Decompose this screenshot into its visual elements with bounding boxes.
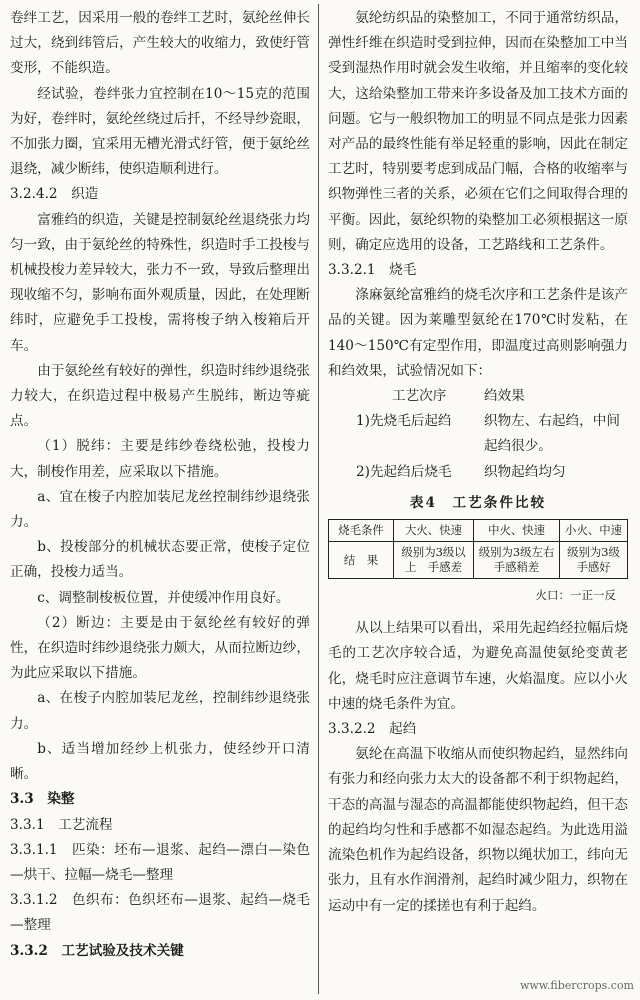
paragraph: a、在梭子内腔加装尼龙丝，控制纬纱退绕张力。	[10, 690, 310, 732]
paragraph: 氨纶纺织品的染整加工，不同于通常纺织品，弹性纤维在织造时受到拉伸，因而在染整加工中当受到湿热作用时就会发生收缩，并且缩率的变化较大，这给染整加工带来许多设备及加工技术方面的问题。它与一般织物加工的明显不同点是张力因素对产品的最终性能有举足轻重的影响，因此在制定工艺时，特别要考虑到成品门幅，合格的收缩率与织物弹性三者的关系，必须在它们之间取得合理的平衡。因此，氨纶织物的染整加工必须根据这一原则，确定应选用的设备，工艺路线和工艺条件。	[328, 10, 628, 253]
paragraph: c、调整制梭板位置，并使缓冲作用良好。	[37, 589, 290, 606]
paragraph: 卷绊工艺，因采用一般的卷绊工艺时，氨纶丝伸长过大，绕到纬管后，产生较大的收缩力，致使纡管变形，不能织造。	[10, 10, 310, 77]
process-order-comparison	[328, 384, 628, 485]
paragraph: b、适当增加经纱上机张力，使经纱开口清晰。	[10, 740, 310, 783]
table-header-cell: 小火、中速	[560, 520, 628, 542]
flow-row2-order: 2)先起绉后烧毛	[356, 463, 452, 480]
flow-row1-effect: 织物左、右起绉，中间起绉很少。	[484, 413, 620, 455]
table-cell: 级别为3级以上 手感差	[394, 542, 474, 579]
paragraph: 3.3.1.1 匹染：坯布—退浆、起绉—漂白—染色—烘干、拉幅—烧毛—整理	[10, 841, 310, 883]
flow-header-order: 工艺次序	[392, 388, 447, 405]
table-cell: 级别为3级 手感好	[560, 542, 628, 579]
right-column	[328, 6, 632, 919]
section-heading-331: 3.3.1 工艺流程	[10, 816, 113, 833]
table-note: 火口：一正一反	[535, 588, 616, 603]
process-condition-table	[328, 519, 632, 579]
section-heading-33: 3.3 染整	[10, 791, 75, 808]
watermark: www.fibercrops.com	[519, 978, 634, 992]
column-divider	[318, 4, 319, 994]
table-header-cell: 大火、快速	[394, 520, 474, 542]
paragraph: 涤麻氨纶富雅绉的烧毛次序和工艺条件是该产品的关键。因为莱雕型氨纶在170℃时发粘，在140～150℃有定型作用，即温度过高则影响强力和绉效果，试验情况如下：	[328, 287, 628, 379]
table-title: 表4 工艺条件比较	[409, 494, 547, 511]
paragraph: 从以上结果可以看出，采用先起绉经拉幅后烧毛的工艺次序较合适，为避免高温使氨纶变黄老化，烧毛时应注意调节车速，火焰温度。应以小火中速的烧毛条件为宜。	[328, 620, 628, 712]
flow-row2-effect: 织物起绉均匀	[484, 463, 566, 480]
paragraph: （1）脱纬：主要是纬纱卷绕松弛，投梭力大，制梭作用差，应采取以下措施。	[10, 438, 310, 480]
table-row	[329, 542, 628, 579]
table-header-cell: 中火、快速	[474, 520, 560, 542]
paragraph: 由于氨纶丝有较好的弹性，织造时纬纱退绕张力较大，在织造过程中极易产生脱纬，断边等疵点。	[10, 362, 310, 430]
paragraph: b、投梭部分的机械状态要正常，使梭子定位正确，投梭力适当。	[10, 539, 310, 581]
table-header-row	[329, 520, 628, 542]
left-column	[10, 6, 310, 964]
table-cell: 级别为3级左右 手感稍差	[474, 542, 560, 579]
paragraph: 3.3.1.2 色织布：色织坯布—退浆、起绉—烧毛—整理	[10, 892, 310, 934]
section-heading-332: 3.3.2 工艺试验及技术关键	[10, 942, 184, 959]
paragraph: a、宜在梭子内腔加装尼龙丝控制纬纱退绕张力。	[10, 488, 310, 531]
section-heading-3321: 3.3.2.1 烧毛	[328, 262, 417, 279]
table-row-label: 结 果	[329, 542, 394, 579]
section-heading-3242: 3.2.4.2 织造	[10, 186, 99, 203]
paragraph: 经试验，卷绊张力宜控制在10～15克的范围为好，卷绊时，氨纶丝绕过后扦，不经导纱瓷眼，不加张力圈，宜采用无槽光滑式纡管，便于氨纶丝退绕，减少断纬，使织造顺利进行。	[10, 85, 310, 178]
table-header-cell: 烧毛条件	[329, 520, 394, 542]
section-heading-3322: 3.3.2.2 起绉	[328, 721, 417, 738]
flow-header-effect: 绉效果	[484, 388, 525, 405]
flow-row1-order: 1)先烧毛后起绉	[356, 413, 452, 430]
paragraph: 富雅绉的织造，关键是控制氨纶丝退绕张力均匀一致，由于氨纶丝的特殊性，织造时手工投梭与机械投梭力差异较大，张力不一致，导致后整理出现收缩不匀，影响布面外观质量，因此，在处理断纬时，应避免手工投梭，需将梭子纳入梭箱后开车。	[10, 211, 310, 354]
paragraph: （2）断边：主要是由于氨纶丝有较好的弹性，在织造时纬纱退绕张力颇大，从而拉断边纱，为此应采取以下措施。	[10, 614, 310, 682]
paragraph: 氨纶在高温下收缩从而使织物起绉，显然纬向有张力和经向张力太大的设备都不利于织物起绉，干态的高温与湿态的高温都能使织物起绉，但干态的起绉均匀性和手感都不如湿态起绉。为此选用溢流染色机作为起绉设备，织物以绳状加工，纬向无张力，且有水作润滑剂，起绉时减少阻力，织物在运动中有一定的揉搓也有利于起绉。	[328, 746, 628, 914]
